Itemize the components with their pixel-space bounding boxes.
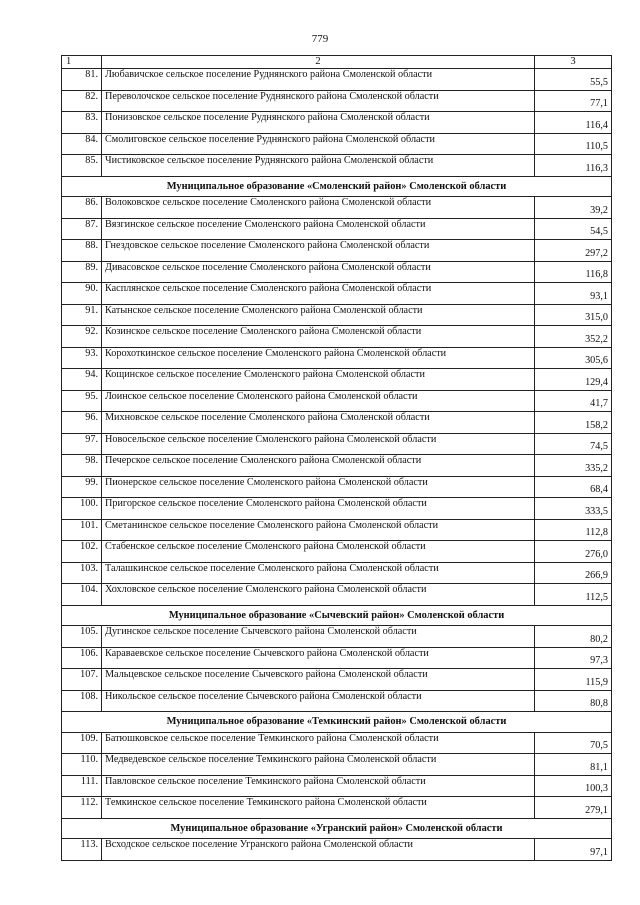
table-row (62, 797, 612, 819)
table-row (62, 261, 612, 283)
table-row (62, 90, 612, 112)
row-number: 91. (62, 304, 102, 326)
row-number: 90. (62, 283, 102, 305)
settlement-name: Лоинское сельское поселение Смоленского района Смоленской области (102, 390, 535, 412)
row-number: 89. (62, 261, 102, 283)
row-number: 94. (62, 369, 102, 391)
row-number: 92. (62, 326, 102, 348)
section-header-row (62, 176, 612, 197)
table-row (62, 112, 612, 134)
row-value: 335,2 (535, 455, 612, 477)
row-number: 83. (62, 112, 102, 134)
settlement-name: Батюшковское сельское поселение Темкинского района Смоленской области (102, 732, 535, 754)
row-value: 129,4 (535, 369, 612, 391)
table-row (62, 197, 612, 219)
settlement-name: Стабенское сельское поселение Смоленского района Смоленской области (102, 541, 535, 563)
row-number: 106. (62, 647, 102, 669)
table-row (62, 347, 612, 369)
settlement-name: Мальцевское сельское поселение Сычевского района Смоленской области (102, 669, 535, 691)
table-row (62, 155, 612, 177)
row-number: 93. (62, 347, 102, 369)
settlement-name: Гнездовское сельское поселение Смоленского района Смоленской области (102, 240, 535, 262)
row-value: 70,5 (535, 732, 612, 754)
table-row (62, 326, 612, 348)
row-value: 39,2 (535, 197, 612, 219)
row-number: 108. (62, 690, 102, 712)
settlement-name: Всходское сельское поселение Угранского района Смоленской области (102, 839, 535, 861)
row-value: 279,1 (535, 797, 612, 819)
settlement-name: Корохоткинское сельское поселение Смоленского района Смоленской области (102, 347, 535, 369)
table-row (62, 626, 612, 648)
table-row (62, 584, 612, 606)
table-row (62, 433, 612, 455)
row-number: 113. (62, 839, 102, 861)
table-row (62, 412, 612, 434)
settlement-name: Касплянское сельское поселение Смоленского района Смоленской области (102, 283, 535, 305)
table-row (62, 562, 612, 584)
row-number: 102. (62, 541, 102, 563)
table-row (62, 775, 612, 797)
settlement-name: Сметанинское сельское поселение Смоленского района Смоленской области (102, 519, 535, 541)
table-row (62, 69, 612, 91)
row-number: 95. (62, 390, 102, 412)
row-value: 116,3 (535, 155, 612, 177)
row-value: 97,3 (535, 647, 612, 669)
column-header-value: 3 (535, 56, 612, 69)
row-number: 96. (62, 412, 102, 434)
row-value: 54,5 (535, 218, 612, 240)
table-row (62, 732, 612, 754)
row-value: 93,1 (535, 283, 612, 305)
settlement-name: Катынское сельское поселение Смоленского района Смоленской области (102, 304, 535, 326)
row-value: 77,1 (535, 90, 612, 112)
settlement-name: Понизовское сельское поселение Руднянского района Смоленской области (102, 112, 535, 134)
settlement-name: Медведевское сельское поселение Темкинского района Смоленской области (102, 754, 535, 776)
settlement-name: Новосельское сельское поселение Смоленского района Смоленской области (102, 433, 535, 455)
settlement-name: Любавичское сельское поселение Руднянского района Смоленской области (102, 69, 535, 91)
column-header-name: 2 (102, 56, 535, 69)
settlement-name: Волоковское сельское поселение Смоленского района Смоленской области (102, 197, 535, 219)
table-row (62, 283, 612, 305)
row-number: 105. (62, 626, 102, 648)
settlement-name: Чистиковское сельское поселение Руднянского района Смоленской области (102, 155, 535, 177)
table-row (62, 754, 612, 776)
row-value: 297,2 (535, 240, 612, 262)
table-row (62, 476, 612, 498)
section-title: Муниципальное образование «Угранский район» Смоленской области (62, 818, 612, 839)
section-header-row (62, 712, 612, 733)
settlement-name: Никольское сельское поселение Сычевского района Смоленской области (102, 690, 535, 712)
settlement-name: Вязгинское сельское поселение Смоленского района Смоленской области (102, 218, 535, 240)
settlement-name: Козинское сельское поселение Смоленского района Смоленской области (102, 326, 535, 348)
row-number: 111. (62, 775, 102, 797)
table-row (62, 240, 612, 262)
row-number: 99. (62, 476, 102, 498)
row-value: 276,0 (535, 541, 612, 563)
table-header-row (62, 56, 612, 69)
row-number: 109. (62, 732, 102, 754)
settlement-name: Пригорское сельское поселение Смоленского района Смоленской области (102, 498, 535, 520)
table-row (62, 498, 612, 520)
table-row (62, 541, 612, 563)
section-header-row (62, 818, 612, 839)
row-value: 112,5 (535, 584, 612, 606)
table-row (62, 669, 612, 691)
section-header-row (62, 605, 612, 626)
row-value: 100,3 (535, 775, 612, 797)
row-value: 158,2 (535, 412, 612, 434)
row-number: 104. (62, 584, 102, 606)
settlements-table (61, 55, 612, 861)
settlement-name: Дивасовское сельское поселение Смоленского района Смоленской области (102, 261, 535, 283)
row-value: 352,2 (535, 326, 612, 348)
row-number: 103. (62, 562, 102, 584)
section-title: Муниципальное образование «Темкинский район» Смоленской области (62, 712, 612, 733)
settlement-name: Дугинское сельское поселение Сычевского района Смоленской области (102, 626, 535, 648)
settlement-name: Михновское сельское поселение Смоленского района Смоленской области (102, 412, 535, 434)
row-value: 81,1 (535, 754, 612, 776)
settlement-name: Павловское сельское поселение Темкинского района Смоленской области (102, 775, 535, 797)
row-number: 110. (62, 754, 102, 776)
settlement-name: Печерское сельское поселение Смоленского района Смоленской области (102, 455, 535, 477)
section-title: Муниципальное образование «Сычевский район» Смоленской области (62, 605, 612, 626)
row-value: 97,1 (535, 839, 612, 861)
column-header-number: 1 (62, 56, 102, 69)
settlement-name: Смолиговское сельское поселение Руднянского района Смоленской области (102, 133, 535, 155)
row-number: 100. (62, 498, 102, 520)
table-row (62, 390, 612, 412)
page-number: 779 (311, 33, 329, 45)
row-value: 55,5 (535, 69, 612, 91)
row-value: 80,2 (535, 626, 612, 648)
row-value: 116,8 (535, 261, 612, 283)
row-value: 74,5 (535, 433, 612, 455)
row-number: 85. (62, 155, 102, 177)
table-row (62, 369, 612, 391)
row-value: 68,4 (535, 476, 612, 498)
row-number: 86. (62, 197, 102, 219)
table-row (62, 839, 612, 861)
row-number: 88. (62, 240, 102, 262)
row-value: 305,6 (535, 347, 612, 369)
table-row (62, 690, 612, 712)
row-value: 315,0 (535, 304, 612, 326)
row-number: 112. (62, 797, 102, 819)
row-value: 116,4 (535, 112, 612, 134)
settlement-name: Темкинское сельское поселение Темкинского района Смоленской области (102, 797, 535, 819)
row-number: 87. (62, 218, 102, 240)
row-value: 115,9 (535, 669, 612, 691)
table-row (62, 304, 612, 326)
row-number: 82. (62, 90, 102, 112)
row-value: 112,8 (535, 519, 612, 541)
table-row (62, 455, 612, 477)
row-value: 110,5 (535, 133, 612, 155)
row-value: 266,9 (535, 562, 612, 584)
row-number: 107. (62, 669, 102, 691)
settlement-name: Кощинское сельское поселение Смоленского района Смоленской области (102, 369, 535, 391)
row-number: 101. (62, 519, 102, 541)
table-row (62, 519, 612, 541)
settlement-name: Талашкинское сельское поселение Смоленского района Смоленской области (102, 562, 535, 584)
settlement-name: Хохловское сельское поселение Смоленского района Смоленской области (102, 584, 535, 606)
row-value: 41,7 (535, 390, 612, 412)
row-number: 98. (62, 455, 102, 477)
table-row (62, 647, 612, 669)
settlement-name: Пионерское сельское поселение Смоленского района Смоленской области (102, 476, 535, 498)
row-value: 80,8 (535, 690, 612, 712)
settlements-table-body (62, 56, 612, 861)
row-number: 97. (62, 433, 102, 455)
settlement-name: Переволочское сельское поселение Руднянского района Смоленской области (102, 90, 535, 112)
row-number: 84. (62, 133, 102, 155)
section-title: Муниципальное образование «Смоленский район» Смоленской области (62, 176, 612, 197)
table-row (62, 218, 612, 240)
row-value: 333,5 (535, 498, 612, 520)
table-row (62, 133, 612, 155)
row-number: 81. (62, 69, 102, 91)
settlement-name: Караваевское сельское поселение Сычевского района Смоленской области (102, 647, 535, 669)
